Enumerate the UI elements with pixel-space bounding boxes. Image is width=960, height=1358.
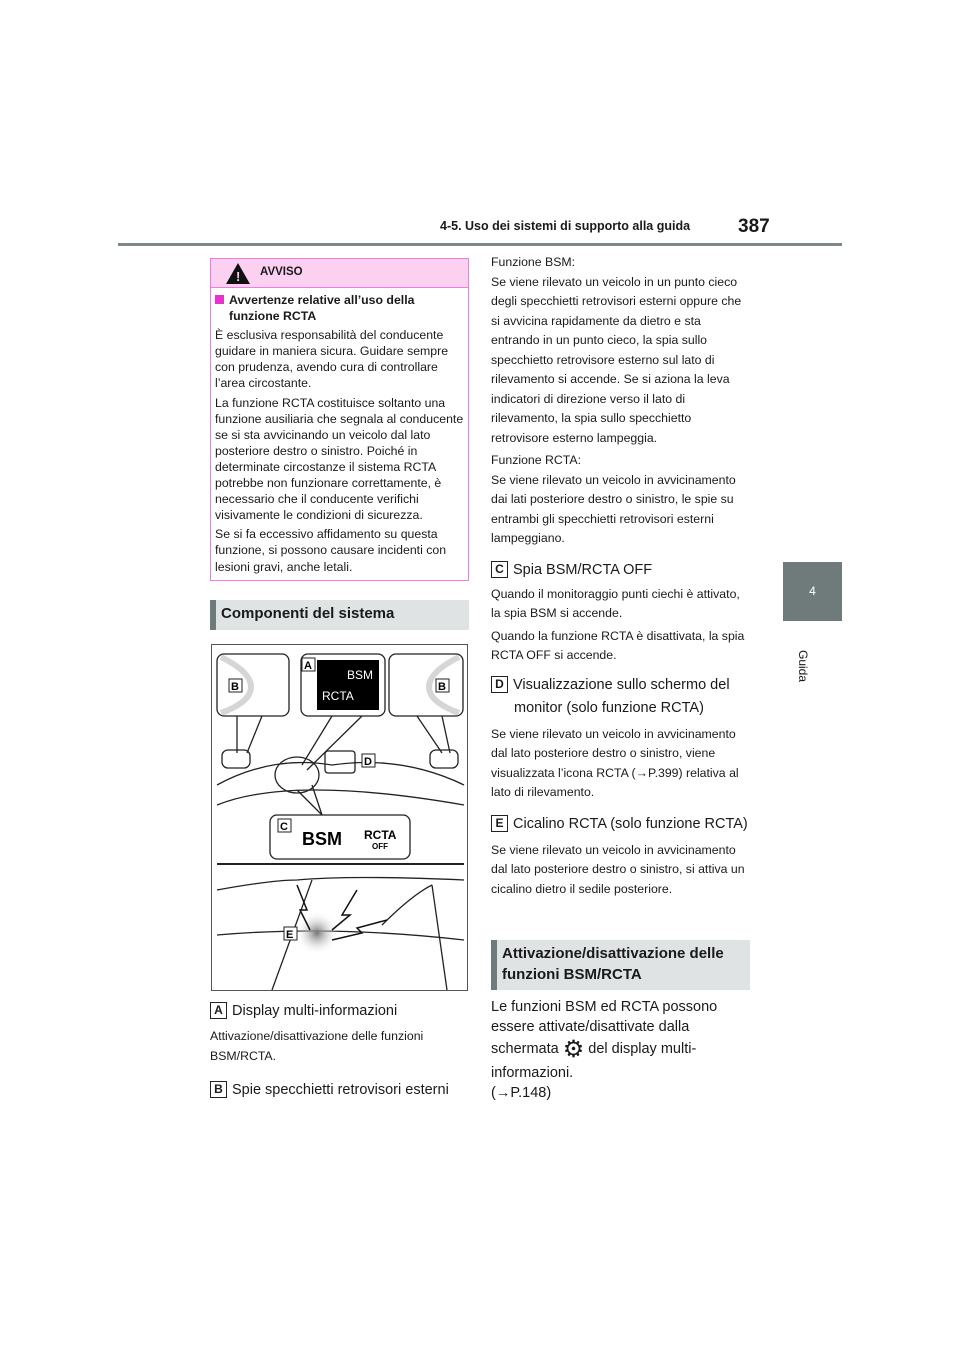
bsm-indicator-text: BSM — [302, 829, 342, 849]
page-number: 387 — [738, 216, 770, 237]
bsm-function-text: Se viene rilevato un veicolo in un punto cieco degli specchietti retrovisori esterni oppure che si avvicina rapidamente da dietro e sta entrando in un punto cieco, la spia sullo specchietto retrovisore esterno sul lato di rilevamento si accende. Se si aziona la leva indicatori di direzione verso il lato di rilevamento, la spia sullo specchietto retrovisore esterno lampeggia. — [491, 274, 742, 445]
item-b-title: B Spie specchietti retrovisori esterni — [210, 1079, 472, 1102]
item-c-text: Quando la funzione RCTA è disattivata, la spia RCTA OFF si accende. — [491, 628, 745, 662]
warning-paragraph: È esclusiva responsabilità del conducente guidare in maniera sicura. Guidare sempre con prudenza, avendo cura di controllare l’area circostante. — [215, 328, 449, 391]
item-e-text: Se viene rilevato un veicolo in avvicinamento dal lato posteriore destro o sinistro, si attiva un cicalino dietro il sedile posteriore. — [491, 842, 745, 896]
figure-label-e: E — [286, 929, 294, 941]
header-rule — [118, 243, 842, 246]
bsm-function-title: Funzione BSM: — [491, 255, 576, 269]
warning-subtitle: Avvertenze relative all’uso della funzione RCTA — [229, 293, 415, 324]
item-d-text: Se viene rilevato un veicolo in avvicinamento dal lato posteriore destro o sinistro, viene visualizzata l’icona RCTA (→P.399) relativa al lato di rilevamento. — [491, 726, 739, 799]
item-e-title: E Cicalino RCTA (solo funzione RCTA) — [491, 813, 749, 836]
warning-paragraph: Se si fa eccessivo affidamento su questa funzione, si possono causare incidenti con lesioni gravi, anche letali. — [215, 527, 447, 574]
figure-label-a: A — [304, 660, 312, 672]
section-heading: Componenti del sistema — [210, 600, 469, 630]
label-c-icon: C — [491, 561, 508, 578]
item-c-text: Quando il monitoraggio punti ciechi è attivato, la spia BSM si accende. — [491, 586, 740, 620]
warning-box — [210, 258, 469, 581]
figure-label-b: B — [438, 681, 446, 693]
pink-square-icon — [215, 295, 224, 304]
figure-label-b: B — [231, 681, 239, 693]
item-a-title: A Display multi-informazioni — [210, 1000, 472, 1023]
rcta-indicator-text: RCTA — [364, 828, 397, 842]
rcta-function-title: Funzione RCTA: — [491, 453, 581, 467]
warning-header — [211, 259, 468, 288]
rcta-function-text: Se viene rilevato un veicolo in avvicinamento dai lati posteriore destro o sinistro, le spie su entrambi gli specchietti retrovisori esterni lampeggiano. — [491, 472, 736, 545]
display-bsm-text: BSM — [347, 668, 374, 682]
item-a-text: Attivazione/disattivazione delle funzioni BSM/RCTA. — [210, 1029, 424, 1063]
warning-triangle-icon: ! — [226, 263, 250, 284]
label-e-icon: E — [491, 815, 508, 832]
chapter-label: Guida — [796, 650, 810, 683]
section-heading: Attivazione/disattivazione delle funzioni BSM/RCTA — [491, 940, 750, 990]
gear-icon: ⚙ — [562, 1036, 585, 1063]
item-d-title: D Visualizzazione sullo schermo del monitor (solo funzione RCTA) — [491, 674, 749, 720]
warning-title: AVVISO — [260, 266, 303, 278]
off-indicator-text: OFF — [372, 842, 388, 851]
item-c-title: C Spia BSM/RCTA OFF — [491, 559, 749, 582]
page-reference-link[interactable]: (→P.148) — [491, 1085, 552, 1101]
section2-text: Le funzioni BSM ed RCTA possono essere attivate/disattivate dalla schermata — [491, 999, 718, 1057]
system-components-figure — [211, 644, 468, 991]
label-b-icon: B — [210, 1081, 227, 1098]
section2-text-after: del display multi-informazioni. — [491, 1041, 697, 1081]
figure-label-d: D — [364, 756, 372, 768]
section-header: 4-5. Uso dei sistemi di supporto alla guida — [440, 219, 691, 233]
label-d-icon: D — [491, 676, 508, 693]
figure-label-c: C — [280, 821, 288, 833]
warning-paragraph: La funzione RCTA costituisce soltanto una funzione ausiliaria che segnala al conducente se si sta avvicinando un veicolo dal lato posteriore destro o sinistro. Poiché in determinate circostanze il sistema RCTA potrebbe non funzionare correttamente, è necessario che il conducente verifichi visivamente le condizioni di sicurezza. — [215, 395, 464, 523]
label-a-icon: A — [210, 1002, 227, 1019]
display-rcta-text: RCTA — [322, 689, 354, 703]
chapter-tab[interactable]: 4 — [783, 562, 842, 621]
